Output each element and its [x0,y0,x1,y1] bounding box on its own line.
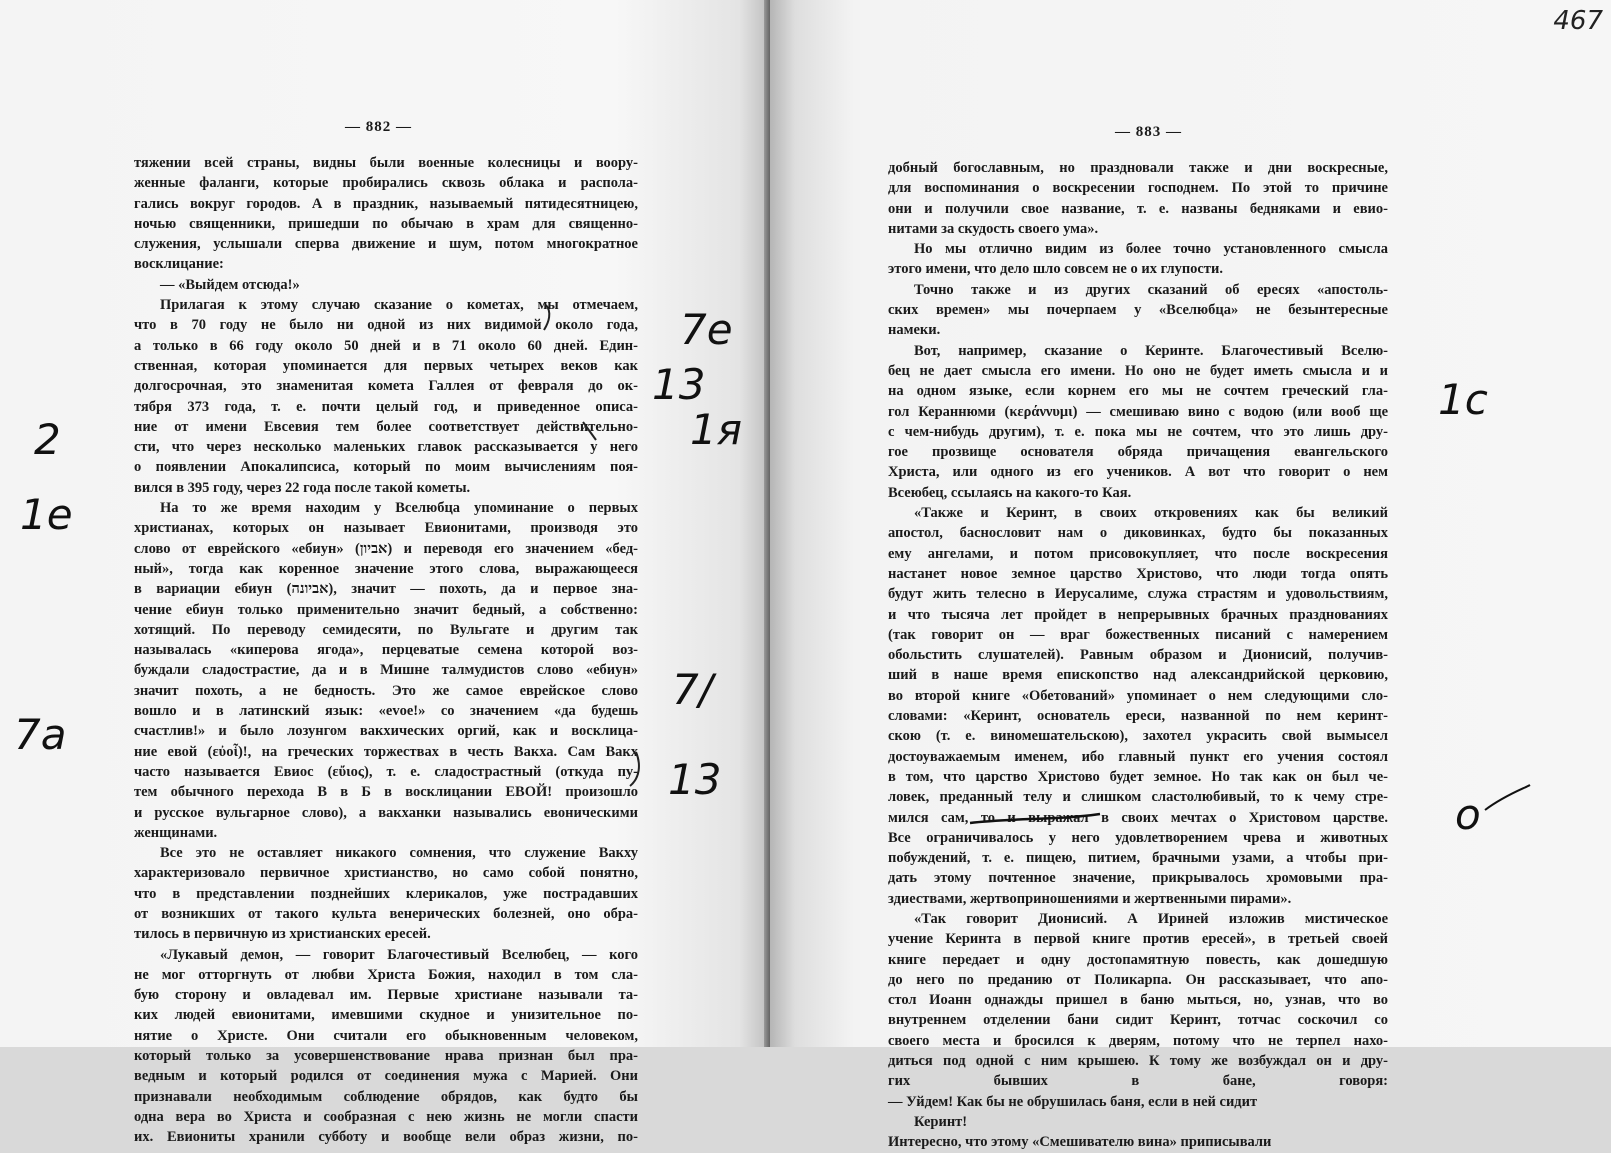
page-number-right: — 883 — [1115,124,1182,140]
margin-note: 13 [652,360,706,409]
text-line: что в 70 году не было ни одной из них видимой около года, [134,317,638,334]
text-line: который только за усовершенствование нрава признан был пра- [134,1048,638,1065]
margin-note: 1е [20,490,73,539]
text-line: признавали необходимым соблюдение обрядов, как будто бы [134,1088,638,1105]
text-line: ловек, преданный телу и слишком сластолюбивый, то к чему стре- [888,789,1388,806]
pencil-marks-right [770,0,1611,1047]
left-page [0,0,770,1146]
text-line: Интересно, что этому «Смешивателю вина» приписывали [888,1134,1272,1151]
text-line: часто называется Евиос (εὔιος), т. е. сладострастный (откуда пу- [134,763,638,780]
text-line: будут жить телесно в Иерусалиме, служа страстям и удовольствиям, [888,586,1388,603]
text-line: побуждений, т. е. пищею, питием, брачными узами, а чтобы при- [888,850,1388,867]
text-line: — Уйдем! Как бы не обрушилась баня, если в ней сидит [888,1093,1258,1110]
text-line: диться под одной с ним крышею. К тому же возбуждал он и дру- [888,1053,1388,1070]
text-line: Прилагая к этому случаю сказание о кометах, мы отмечаем, [160,297,638,314]
text-line: женные фаланги, которые пробирались сквозь облака и распола- [134,175,638,192]
text-line: и русское вульгарное слово), а вакханки назывались евоническими [134,804,638,821]
margin-note: 2 [34,415,61,464]
text-line: характеризовало первичное христианство, но само собой понятно, [134,865,638,882]
text-line: для воспоминания о воскресении господнем. По этой то причине [888,180,1388,197]
text-line: сти, что через несколько маленьких главок рассказывается у него [134,439,638,456]
text-line: Все ограничивалось у него удовлетворением чрева и животных [888,829,1388,846]
text-line: Точно также и из других сказаний об ересях «апостоль- [914,281,1388,298]
text-line: здиествами, жертвоприношениями и жертвенными пирами». [888,890,1292,907]
text-line: во второй книге «Обетований» упоминает о нем следующими сло- [888,687,1388,704]
text-line: буждали сладострастие, да и в Мишне талмудистов слово «ебиун» [134,662,638,679]
margin-note: о [1455,790,1481,839]
text-line: «Лукавый демон, — говорит Благочестивый Вселюбец, — кого [160,946,638,963]
text-line: хотящий. По переводу семидесяти, по Вульгате и другим так [134,621,638,638]
text-line: Все это не оставляет никакого сомнения, что служение Вакху [160,845,638,862]
text-line: женщинами. [134,824,218,841]
text-line: — «Выйдем отсюда!» [160,276,300,293]
pencil-marks-left [0,0,770,1047]
text-line: ние от имени Евсевия тем более соответствует действительно- [134,418,638,435]
text-line: и что тысяча лет пройдет в непрерывных брачных празднованиях [888,606,1388,623]
text-line: о появлении Апокалипсиса, который по моим вычислениям поя- [134,459,638,476]
text-line: гое прозвище основателя обряда причащения евангельского [888,444,1388,461]
text-line: христианах, которых он называет Евионитами, производя это [134,520,638,537]
text-line: одна вера во Христа и сообразная с нею жизнь не могли спасти [134,1108,638,1125]
text-line: своего места и бросился к дверям, потому что не терпел нахо- [888,1032,1388,1049]
text-line: счастлив!» и было лозунгом вакхических оргий, как и восклица- [134,723,638,740]
text-line: стол Иоанн однажды пришел в баню мыться, но, узнав, что во [888,992,1388,1009]
margin-note: 7а [14,710,67,759]
text-line: слово от еврейского «ебиун» (אביון) и переводя его значением «бед- [134,540,638,557]
text-line: тяжении всей страны, видны были военные колесницы и воору- [134,155,638,171]
text-line: в вариации ебиун (אביונה), значит — похоть, да и первое зна- [134,581,638,598]
text-line: с чем-нибудь другим), т. е. пока мы не сочтем, что это лишь дру- [888,423,1388,440]
text-line: вошло и в латинский язык: «evoe!» со значением «да будешь [134,703,638,720]
text-line: их. Евиониты хранили субботу и вообще вели образ жизни, по- [134,1129,638,1146]
text-line: этого имени, что дело шло совсем не о их глупости. [888,261,1223,278]
text-line: тилось в первичную из христианских ересей. [134,926,431,943]
text-line: Христа, или одного из его учеников. А вот что говорит о нем [888,464,1388,481]
text-line: тем обычного перехода В в Б в восклицании ЕВОЙ! произошло [134,784,638,801]
text-line: (так говорит он — враг божественных писаний с намерением [888,626,1388,643]
text-line: «Также и Керинт, в своих откровениях как бы великий [914,505,1388,522]
text-line: На то же время находим у Вселюбца упоминание о первых [160,500,638,517]
text-line: ночью священники, пришедши по обычаю в храм для священно- [134,215,638,232]
text-line: достоуважаемым именем, ибо главный пункт его учения состоял [888,748,1388,765]
text-line: что в представлении позднейших клерикалов, уже пострадавших [134,885,638,902]
text-line: от возникших от такого культа венерических болезней, оно обра- [134,905,638,922]
margin-note: 7е [680,305,733,354]
margin-note: 13 [668,755,722,804]
text-line: а только в 66 году около 50 дней и в 71 около 60 дней. Един- [134,337,638,354]
text-line: «Так говорит Дионисий. А Ириней изложив мистическое [914,910,1388,927]
text-line: настанет новое земное царство Христово, что люди тогда опять [888,565,1388,582]
text-line: словами: «Керинт, основатель ереси, названной по нем керинт- [888,708,1388,725]
text-line: ный», тогда как коренное значение этого слова, выражающееся [134,560,638,577]
text-line: Всеюбец, ссылаясь на какого-то Кая. [888,484,1132,501]
text-line: не мог отторгнуть от любви Христа Божия, находил в том сла- [134,966,638,983]
text-line: намеки. [888,322,941,339]
margin-note: 7/ [672,665,713,714]
text-line: служения, услышали сперва движение и шум, потом многократное [134,236,638,253]
text-line: значит похоть, а не бедность. Это же самое еврейское слово [134,682,638,699]
text-line: тября 373 года, т. е. почти целый год, и приведенное описа- [134,398,638,415]
text-line: нитами за скудость своего ума». [888,220,1099,237]
text-line: мился сам, то и выражал в своих мечтах о Христовом царстве. [888,809,1388,826]
text-line: книге передает и одну достопамятную повесть, как дошедшую [888,951,1388,968]
page-number-left: — 882 — [345,119,412,135]
text-line: ственная, которая упоминается для первых четырех веков как [134,357,638,374]
text-line: долгосрочная, это знаменитая комета Галлея от февраля до ок- [134,378,638,395]
margin-note: 1я [690,405,742,454]
text-line: Керинт! [914,1113,968,1130]
text-line: вился в 395 году, через 22 года после такой кометы. [134,479,471,496]
text-line: ведным и который родился от соединения мужа с Марией. Они [134,1068,638,1085]
text-line: в том, что царство Христово будет земное. Но так как он был че- [888,768,1388,785]
text-line: ему ангелами, и потом присовокупляет, что после воскресения [888,545,1388,562]
text-line: на одном языке, если корнем его мы не сочтем греческий гла- [888,383,1388,400]
text-line: чение ебиун только применительно значит бедный, а собственно: [134,601,638,618]
text-line: внутреннем отделении бани сидит Керинт, тотчас соскочил со [888,1012,1388,1029]
text-line: они и получили свое название, т. е. названы бедняками и евио- [888,200,1388,217]
text-line: гих бывших в бане, говоря: [888,1073,1388,1090]
text-line: гол Кераннюми (κεράννυμι) — смешиваю вино с водою (или вооб ще [888,403,1388,420]
text-line: Но мы отлично видим из более точно установленного смысла [914,241,1388,258]
text-line: ских времен» мы почерпаем у «Вселюбца» не безынтересные [888,302,1388,319]
text-line: скою (т. е. виномешательскою), захотел украсить свой вымысел [888,728,1388,745]
text-line: бец не дает смысла его имени. Но оно не будет иметь смысла и и [888,362,1388,379]
text-line: гались вокруг городов. А в праздник, называемый пятидесятницею, [134,195,638,212]
text-line: называлась «киперова ягода», перцеватые семена которой воз- [134,642,638,659]
folio-number: 467 [1553,6,1603,36]
text-line: ние евой (εὐοἷ)!, на греческих торжествах в честь Вакха. Сам Вакх [134,743,638,760]
text-line: до него по преданию от Поликарпа. Он рассказывает, что апо- [888,971,1388,988]
text-line: ких людей евионитами, имевшими скудное и унизительное по- [134,1007,638,1024]
right-page [770,0,1611,1151]
text-line: учение Керинта в первой книге против ересей», в третьей своей [888,931,1388,948]
text-line: добный богославным, но праздновали также и дни воскресные, [888,160,1388,176]
text-line: обольстить слушателей). Равным образом и Дионисий, получив- [888,647,1388,664]
text-line: нятие о Христе. Они считали его обыкновенным человеком, [134,1027,638,1044]
margin-note: 1с [1438,375,1488,424]
text-line: ший в наше время епископство над александрийской церковию, [888,667,1388,684]
text-line: восклицание: [134,256,224,273]
text-line: дать этому почтенное значение, прикрывалось хромовыми пра- [888,870,1388,887]
text-line: Вот, например, сказание о Керинте. Благочестивый Вселю- [914,342,1388,359]
text-line: бую сторону и овладевал им. Первые христиане называли та- [134,987,638,1004]
text-line: апостол, баснословит нам о диковинках, будто бы показанных [888,525,1388,542]
